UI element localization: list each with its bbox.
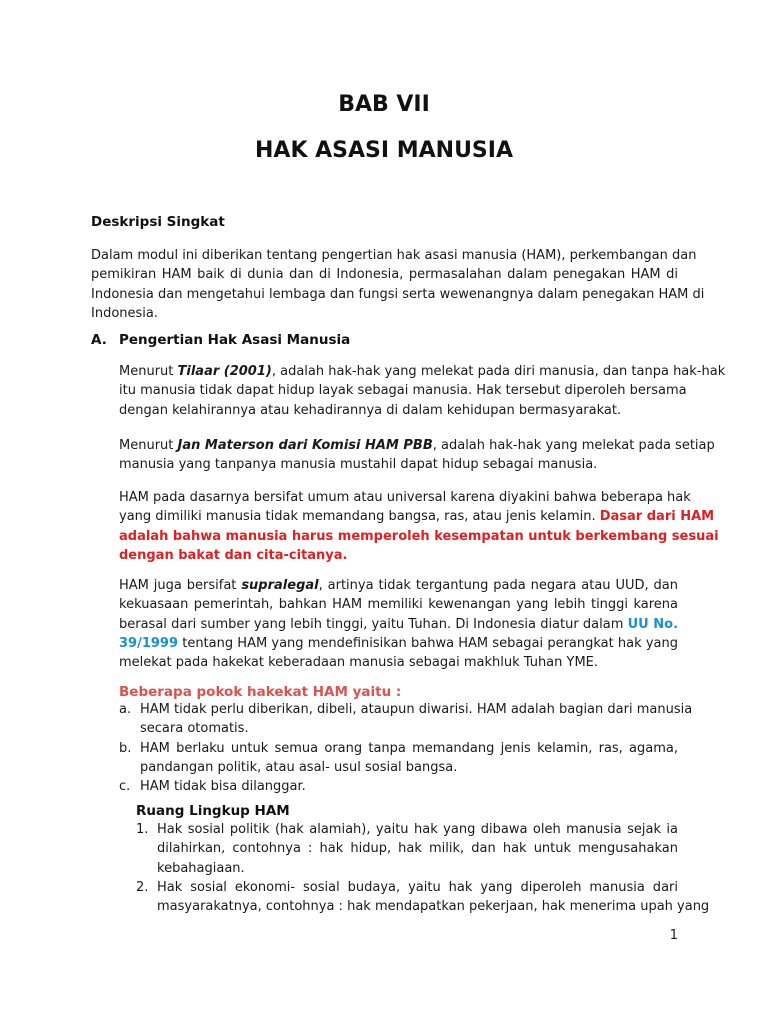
section-a-title: Pengertian Hak Asasi Manusia [119, 332, 351, 348]
list-marker: 2. [136, 879, 149, 895]
description-heading: Deskripsi Singkat [91, 214, 225, 230]
chapter-title: HAK ASASI MANUSIA [255, 138, 513, 163]
cited-author: Jan Materson dari Komisi HAM PBB [177, 438, 433, 453]
paragraph-tilaar: Menurut Tilaar (2001), adalah hak-hak yang melekat pada diri manusia, dan tanpa hak-hak itu manusia tidak dapat hidup layak sebagai manusia. Hak tersebut diperoleh bersama dengan kelahirannya atau kehadirannya di dalam kehidupan bermasyarakat. [119, 364, 726, 418]
page-number: 1 [669, 928, 678, 943]
list-marker: c. [119, 779, 131, 795]
list-item: b. HAM berlaku untuk semua orang tanpa memandang jenis kelamin, ras, agama, pandangan politik, atau asal- usul sosial bangsa. [119, 740, 678, 775]
law-reference: UU No. [627, 616, 679, 632]
list-marker: b. [119, 740, 132, 756]
list-marker: a. [119, 702, 132, 717]
law-reference: 39/1999 [119, 635, 179, 651]
chapter-heading: BAB VII [338, 92, 430, 117]
paragraph-materson: Menurut Jan Materson dari Komisi HAM PBB, adalah hak-hak yang melekat pada setiap manusia yang tanpanya manusia mustahil dapat hidup sebagai manusia. [119, 438, 715, 473]
list-item: a. HAM tidak perlu diberikan, dibeli, ataupun diwarisi. HAM adalah bagian dari manusia secara otomatis. [119, 702, 693, 737]
section-a-letter: A. [91, 332, 107, 348]
desc-line: pemikiran HAM baik di dunia dan di Indonesia, permasalahan dalam penegakan HAM di [91, 267, 678, 283]
description-paragraph [91, 246, 705, 323]
list-item: 1. Hak sosial politik (hak alamiah), yaitu hak yang dibawa oleh manusia sejak ia dilahirkan, contohnya : hak hidup, hak milik, dan hak untuk mengusahakan kebahagiaan. [136, 822, 678, 876]
list-item: 2. Hak sosial ekonomi- sosial budaya, yaitu hak yang diperoleh manusia dari masyarakatnya, contohnya : hak mendapatkan pekerjaan, hak menerima upah yang [136, 879, 710, 915]
list-marker: 1. [136, 822, 149, 837]
paragraph-universal: HAM pada dasarnya bersifat umum atau universal karena diyakini bahwa beberapa hak yang dimiliki manusia tidak memandang bangsa, ras, atau jenis kelamin. Dasar dari HAM adalah bahwa manusia harus memperoleh kesempatan untuk berkembang sesuai dengan bakat dan cita-citanya. [119, 488, 678, 565]
emphasis-text: supralegal [241, 578, 319, 593]
highlight-text: adalah bahwa manusia harus memperoleh kesempatan untuk berkembang sesuai [119, 528, 719, 544]
ruang-heading: Ruang Lingkup HAM [136, 803, 290, 819]
highlight-text: Dasar dari HAM [599, 509, 715, 525]
pokok-heading: Beberapa pokok hakekat HAM yaitu : [119, 684, 402, 700]
desc-line: Indonesia dan mengetahui lembaga dan fungsi serta wewenangnya dalam penegakan HAM di [91, 286, 705, 302]
cited-author: Tilaar (2001) [177, 364, 272, 379]
pokok-list [119, 700, 693, 796]
desc-line: Dalam modul ini diberikan tentang pengertian hak asasi manusia (HAM), perkembangan dan [91, 248, 697, 263]
list-item: c. HAM tidak bisa dilanggar. [119, 777, 678, 796]
paragraph-supralegal: HAM juga bersifat supralegal, artinya tidak tergantung pada negara atau UUD, dan kekuasaan pemerintah, bahkan HAM memiliki kewenangan yang lebih tinggi karena berasal dari sumber yang lebih tinggi, yaitu Tuhan. Di Indonesia diatur dalam UU No. 39/1999 tentang HAM yang mendefinisikan bahwa HAM sebagai perangkat hak yang melekat pada hakekat keberadaan manusia sebagai makhluk Tuhan YME. [119, 578, 679, 671]
highlight-text: dengan bakat dan cita-citanya. [119, 547, 348, 563]
ruang-list [136, 820, 710, 916]
desc-line: Indonesia. [91, 305, 158, 321]
